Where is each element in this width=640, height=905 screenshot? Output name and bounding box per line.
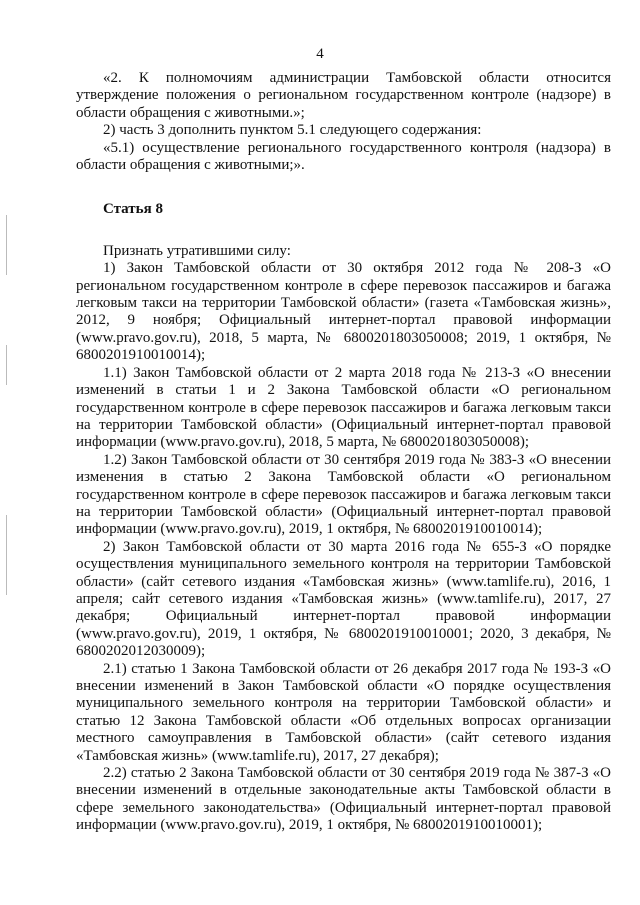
paragraph: Признать утратившими силу: [103, 242, 291, 259]
article-heading: Статья 8 [103, 201, 163, 218]
paragraph: 2) часть 3 дополнить пунктом 5.1 следующего содержания: [103, 122, 482, 139]
paragraph: 2.2) статью 2 Закона Тамбовской области от 30 сентября 2019 года № 387-З «О внесении изменений в отдельные законодательные акты Тамбовской области в сфере земельного законодательства» (Официальный интернет-портал правовой информации (www.pravo.gov.ru), 2019, 1 октября, № 6800201910010001); [76, 765, 611, 834]
paragraph: «2. К полномочиям администрации Тамбовской области относится утверждение положения о региональном государственном контроле (надзоре) в области обращения с животными.»; [76, 70, 611, 121]
document-body [76, 70, 611, 835]
paragraph: 1) Закон Тамбовской области от 30 октября 2012 года № 208-З «О региональном государственном контроле в сфере перевозок пассажиров и багажа легковым такси на территории Тамбовской области» (газета «Тамбовская жизнь», 2012, 9 ноября; Официальный интернет-портал правовой информации (www.pravo.gov.ru), 2018, 5 марта, № 6800201803050008; 2019, 1 октября, № 6800201910010014); [76, 260, 611, 364]
page-number: 4 [316, 46, 324, 62]
paragraph: 2) Закон Тамбовской области от 30 марта 2016 года № 655-З «О порядке осуществления муниципального земельного контроля на территории Тамбовской области» (сайт сетевого издания «Тамбовская жизнь» (www.tamlife.ru), 2016, 1 апреля; сайт сетевого издания «Тамбовская жизнь» (www.tamlife.ru), 2017, 27 декабря; Официальный интернет-портал правовой информации (www.pravo.gov.ru), 2019, 1 октября, № 6800201910010001; 2020, 3 декабря, № 6800202012030009); [76, 538, 611, 660]
paragraph: 1.2) Закон Тамбовской области от 30 сентября 2019 года № 383-З «О внесении изменения в статью 2 Закона Тамбовской области «О региональном государственном контроле в сфере перевозок пассажиров и багажа легковым такси на территории Тамбовской области» (Официальный интернет-портал правовой информации (www.pravo.gov.ru), 2019, 1 октября, № 6800201910010014); [76, 451, 611, 538]
paragraph: 1.1) Закон Тамбовской области от 2 марта 2018 года № 213-З «О внесении изменений в статьи 1 и 2 Закона Тамбовской области «О региональном государственном контроле в сфере перевозок пассажиров и багажа легковым такси на территории Тамбовской области» (Официальный интернет-портал правовой информации (www.pravo.gov.ru), 2018, 5 марта, № 6800201803050008); [76, 364, 611, 451]
scan-margin-marks [6, 215, 8, 635]
paragraph: «5.1) осуществление регионального государственного контроля (надзора) в области обращения с животными;». [76, 139, 611, 174]
paragraph: 2.1) статью 1 Закона Тамбовской области от 26 декабря 2017 года № 193-З «О внесении изменений в Закон Тамбовской области «О порядке осуществления муниципального земельного контроля на территории Тамбовской области» и статью 12 Закона Тамбовской области «Об отдельных вопросах организации местного самоуправления в Тамбовской области» (сайт сетевого издания «Тамбовская жизнь» (www.tamlife.ru), 2017, 27 декабря); [76, 660, 611, 764]
